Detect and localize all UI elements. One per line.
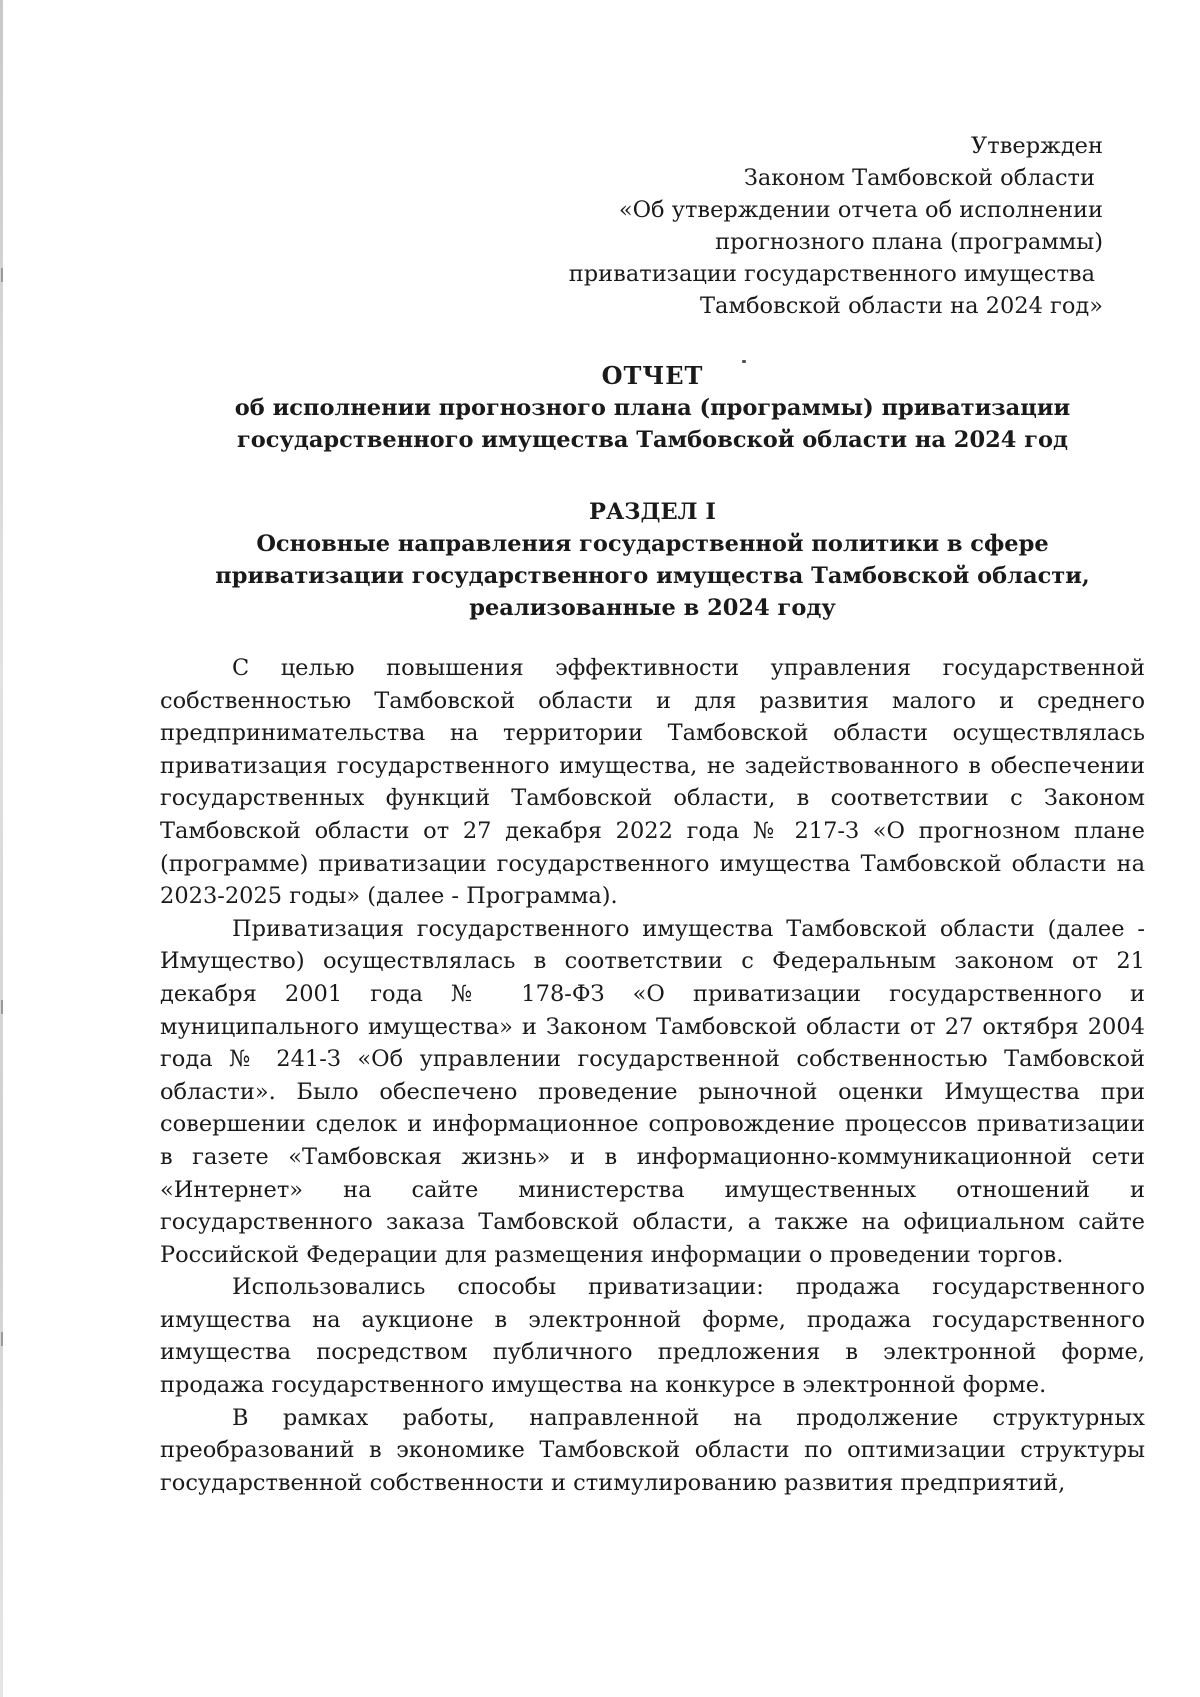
approval-line: Законом Тамбовской области — [743, 165, 1095, 191]
section-heading — [160, 496, 1145, 624]
report-subtitle-line: государственного имущества Тамбовской области на 2024 год — [236, 427, 1069, 453]
approval-line: Утвержден — [971, 133, 1103, 159]
report-title: ОТЧЕТ — [601, 361, 704, 390]
body-paragraph: Использовались способы приватизации: продажа государственного имущества на аукционе в электронной форме, продажа государственного имущества посредством публичного предложения в электронной форме, продажа государственного имущества на конкурсе в электронной форме. — [160, 1274, 1145, 1399]
body-paragraph: С целью повышения эффективности управления государственной собственностью Тамбовской области и для развития малого и среднего предпринимательства на территории Тамбовской области осуществлялась приватизация государственного имущества, не задействованного в обеспечении государственных функций Тамбовской области, в соответствии с Законом Тамбовской области от 27 декабря 2022 года № 217-З «О прогнозном плане (программе) приватизации государственного имущества Тамбовской области на 2023-2025 годы» (далее - Программа). — [160, 655, 1145, 910]
section-title: РАЗДЕЛ I — [589, 499, 716, 525]
approval-line: приватизации государственного имущества — [568, 261, 1095, 287]
scan-margin-mark — [1, 1000, 3, 1014]
body-paragraph: Приватизация государственного имущества Тамбовской области (далее - Имущество) осуществлялась в соответствии с Федеральным законом от 21 декабря 2001 года № 178-ФЗ «О приватизации государственного и муниципального имущества» и Законом Тамбовской области от 27 октября 2004 года № 241-З «Об управлении государственной собственностью Тамбовской области». Было обеспечено проведение рыночной оценки Имущества при совершении сделок и информационное сопровождение процессов приватизации в газете «Тамбовская жизнь» и в информационно-коммуникационной сети «Интернет» на сайте министерства имущественных отношений и государственного заказа Тамбовской области, а также на официальном сайте Российской Федерации для размещения информации о проведении торгов. — [160, 915, 1145, 1268]
report-heading — [160, 360, 1145, 456]
section-subtitle-line: Основные направления государственной политики в сфере — [256, 531, 1049, 557]
section-subtitle-line: приватизации государственного имущества Тамбовской области, — [215, 563, 1090, 589]
body-paragraph: В рамках работы, направленной на продолжение структурных преобразований в экономике Тамбовской области по оптимизации структуры государственной собственности и стимулированию развития предприятий, — [160, 1404, 1145, 1496]
report-subtitle-line: об исполнении прогнозного плана (программы) приватизации — [234, 395, 1071, 421]
scan-margin-mark — [1, 268, 3, 282]
scan-page-edge — [0, 0, 3, 1697]
approval-line: «Об утверждении отчета об исполнении — [618, 197, 1103, 223]
scan-margin-mark — [1, 1332, 3, 1346]
document-body — [160, 652, 1145, 1499]
section-subtitle-line: реализованные в 2024 году — [469, 595, 836, 621]
approval-line: прогнозного плана (программы) — [715, 229, 1103, 255]
approval-block — [569, 130, 1103, 322]
approval-line: Тамбовской области на 2024 год» — [700, 293, 1103, 319]
